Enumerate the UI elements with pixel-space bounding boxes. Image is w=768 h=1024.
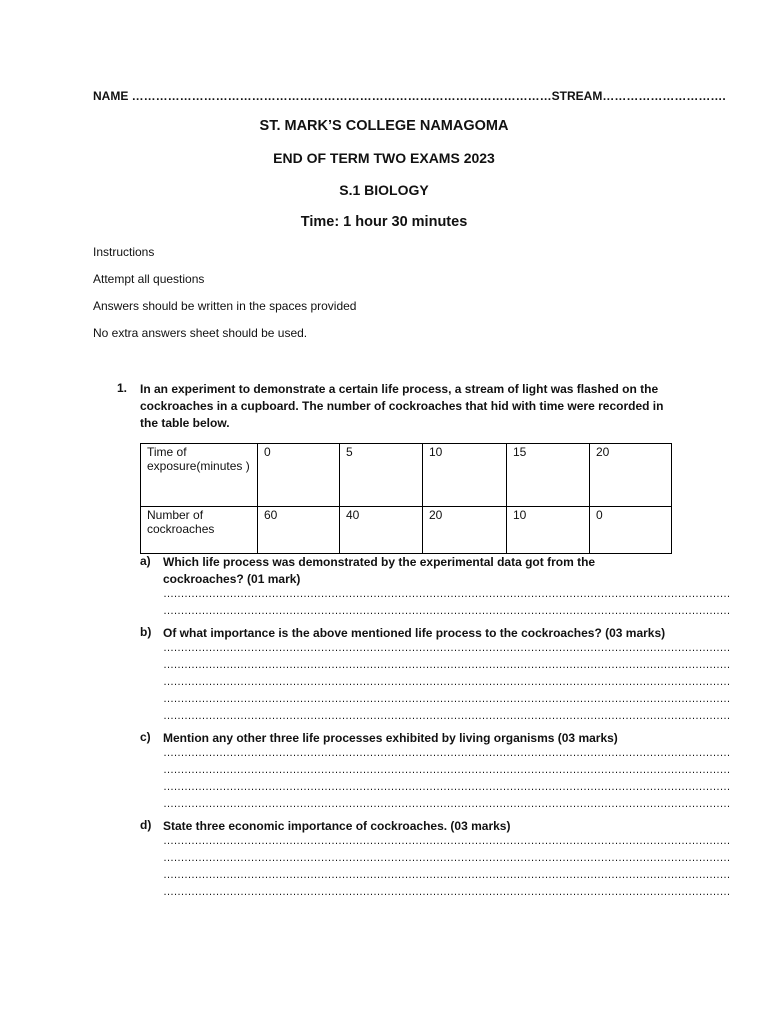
answer-line[interactable]: ……………………………………………………………………………………………………………………………………………… xyxy=(163,869,730,881)
subquestion-label: c) xyxy=(140,730,151,744)
subquestion-text: State three economic importance of cockroaches. (03 marks) xyxy=(163,819,511,833)
answer-line[interactable]: ……………………………………………………………………………………………………………………………………………… xyxy=(163,764,730,776)
answer-line[interactable]: ……………………………………………………………………………………………………………………………………………… xyxy=(163,747,730,759)
data-table xyxy=(140,443,672,554)
table-cell: 20 xyxy=(423,507,507,554)
table-cell: 5 xyxy=(340,444,423,507)
table-header-cell: Number of cockroaches xyxy=(141,507,258,554)
name-stream-line: NAME ……………………………………………………………………………………………STREAM…………………………. xyxy=(93,89,726,103)
answer-line[interactable]: ……………………………………………………………………………………………………………………………………………… xyxy=(163,781,730,793)
table-cell: 10 xyxy=(423,444,507,507)
table-cell: 60 xyxy=(258,507,340,554)
subquestion-text: Mention any other three life processes exhibited by living organisms (03 marks) xyxy=(163,731,618,745)
answer-line[interactable]: ……………………………………………………………………………………………………………………………………………… xyxy=(163,798,730,810)
table-cell: 20 xyxy=(590,444,672,507)
instruction-item: No extra answers sheet should be used. xyxy=(93,326,308,340)
table-row xyxy=(141,507,672,554)
instructions-heading: Instructions xyxy=(93,245,155,259)
answer-line[interactable]: ……………………………………………………………………………………………………………………………………………… xyxy=(163,605,730,617)
subquestion-label: d) xyxy=(140,818,152,832)
table-cell: 0 xyxy=(590,507,672,554)
table-cell: 10 xyxy=(507,507,590,554)
answer-line[interactable]: ……………………………………………………………………………………………………………………………………………… xyxy=(163,693,730,705)
instruction-item: Attempt all questions xyxy=(93,272,205,286)
exam-title: END OF TERM TWO EXAMS 2023 xyxy=(273,150,495,166)
table-header-cell: Time of exposure(minutes ) xyxy=(141,444,258,507)
table-cell: 40 xyxy=(340,507,423,554)
answer-line[interactable]: ……………………………………………………………………………………………………………………………………………… xyxy=(163,659,730,671)
answer-line[interactable]: ……………………………………………………………………………………………………………………………………………… xyxy=(163,835,730,847)
answer-line[interactable]: ……………………………………………………………………………………………………………………………………………… xyxy=(163,642,730,654)
question-text: In an experiment to demonstrate a certain life process, a stream of light was flashed on the cockroaches in a cupboard. The number of cockroaches that hid with time were recorded in the table below. xyxy=(140,382,664,430)
subquestion-label: a) xyxy=(140,554,151,568)
subquestion-text: Of what importance is the above mentioned life process to the cockroaches? (03 marks) xyxy=(163,626,666,640)
answer-line[interactable]: ……………………………………………………………………………………………………………………………………………… xyxy=(163,710,730,722)
instruction-item: Answers should be written in the spaces provided xyxy=(93,299,357,313)
table-cell: 15 xyxy=(507,444,590,507)
subquestion-text: Which life process was demonstrated by the experimental data got from the cockroaches? (01 mark) xyxy=(163,555,596,586)
answer-line[interactable]: ……………………………………………………………………………………………………………………………………………… xyxy=(163,676,730,688)
exam-time: Time: 1 hour 30 minutes xyxy=(300,214,468,230)
answer-line[interactable]: ……………………………………………………………………………………………………………………………………………… xyxy=(163,886,730,898)
table-row xyxy=(141,444,672,507)
school-title: ST. MARK’S COLLEGE NAMAGOMA xyxy=(259,118,509,134)
answer-line[interactable]: ……………………………………………………………………………………………………………………………………………… xyxy=(163,852,730,864)
answer-line[interactable]: ……………………………………………………………………………………………………………………………………………… xyxy=(163,588,730,600)
subquestion-label: b) xyxy=(140,625,152,639)
subject-title: S.1 BIOLOGY xyxy=(339,182,429,198)
table-cell: 0 xyxy=(258,444,340,507)
question-number: 1. xyxy=(117,381,128,395)
